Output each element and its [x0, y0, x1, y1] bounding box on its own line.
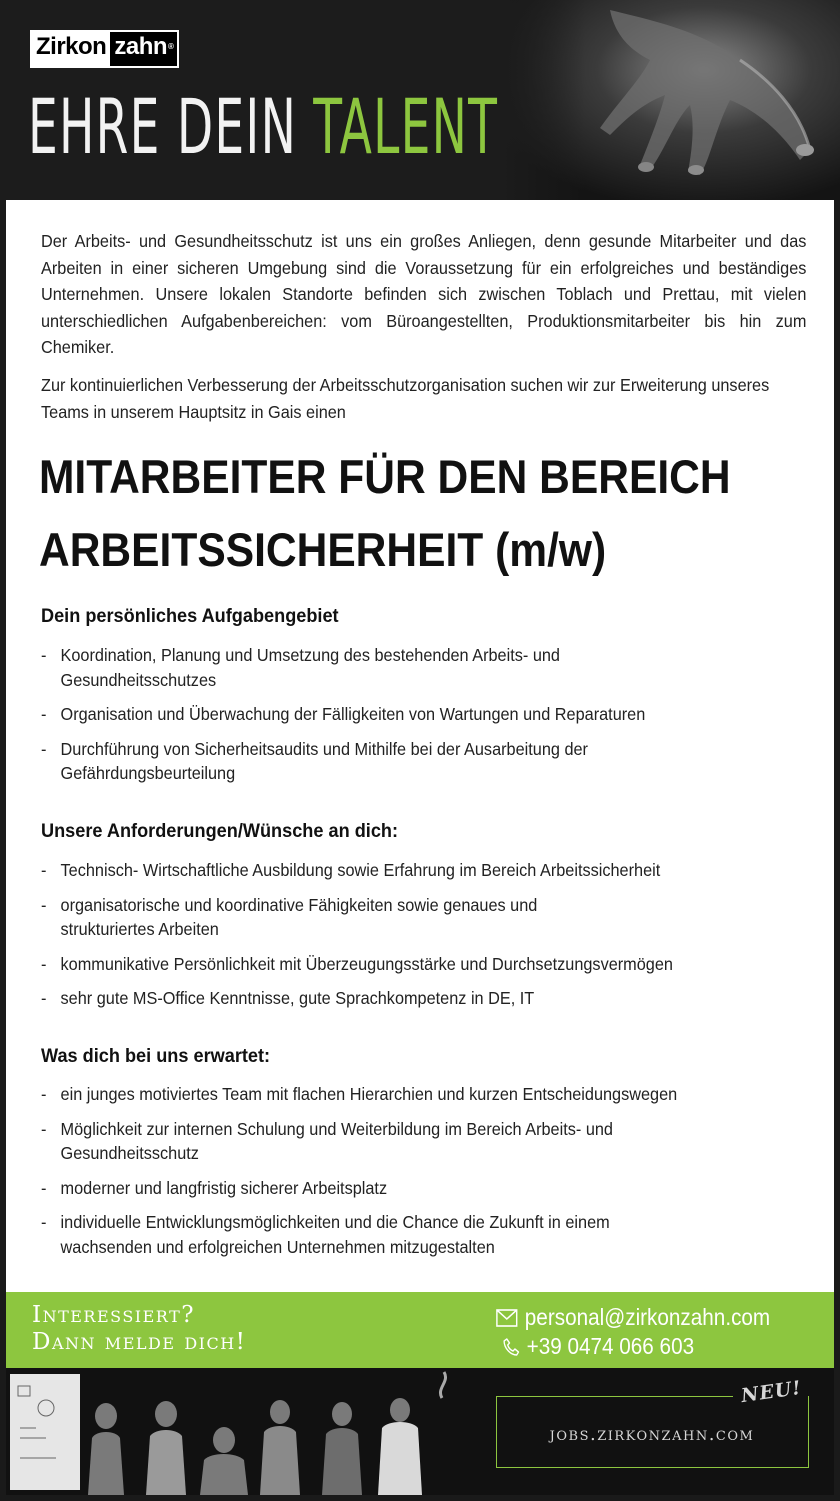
tasks-list [41, 643, 832, 796]
list-item: - Möglichkeit zur internen Schulung und Weiterbildung im Bereich Arbeits- und Gesundheitsschutz [41, 1117, 674, 1166]
requirements-list [41, 858, 832, 1021]
list-item: - Technisch- Wirtschaftliche Ausbildung sowie Erfahrung im Bereich Arbeitssicherheit [41, 858, 832, 883]
phone-number[interactable]: +39 0474 066 603 [526, 1333, 695, 1359]
section-heading-requirements: Unsere Anforderungen/Wünsche an dich: [41, 820, 399, 842]
jobs-url-link[interactable]: jobs.zirkonzahn.com [549, 1424, 755, 1445]
job-ad-panel [6, 200, 834, 1292]
hand-photo [500, 0, 840, 200]
envelope-icon [496, 1309, 518, 1327]
list-item: - sehr gute MS-Office Kenntnisse, gute Sprachkompetenz in DE, IT [41, 986, 832, 1011]
footer-area [6, 1368, 834, 1495]
header-banner [0, 0, 840, 200]
team-photo [6, 1368, 476, 1495]
benefits-list [41, 1082, 832, 1269]
list-item: - moderner und langfristig sicherer Arbeitsplatz [41, 1176, 832, 1201]
contact-bar [6, 1292, 834, 1368]
zirkonzahn-logo: Zirkon zahn® [30, 30, 179, 68]
job-title: MITARBEITER FÜR DEN BEREICH ARBEITSSICHERHEIT (m/w) [39, 450, 731, 576]
list-item: - Durchführung von Sicherheitsaudits und Mithilfe bei der Ausarbeitung der Gefährdungsbeurteilung [41, 737, 656, 786]
new-badge: NEU! [739, 1376, 804, 1408]
email-row[interactable] [496, 1303, 770, 1332]
section-heading-tasks: Dein persönliches Aufgabengebiet [41, 605, 339, 627]
jobs-link-box[interactable] [496, 1396, 809, 1468]
intro-paragraph: Der Arbeits- und Gesundheitsschutz ist uns ein großes Anliegen, denn gesunde Mitarbeiter und das Arbeiten in einer sicheren Umgebung sind die Voraussetzung für ein erfolgreiches und beständiges Unternehmen. Unsere lokalen Standorte befinden sich zwischen Toblach und Prettau, mit vielen unterschiedlichen Aufgabenbereichen: vom Büroangestellten, Produktionsmitarbeiter bis hin zum Chemiker. [41, 231, 807, 357]
cta-text: Interessiert? Dann melde dich! [32, 1302, 247, 1355]
list-item: - Organisation und Überwachung der Fälligkeiten von Wartungen und Reparaturen [41, 702, 832, 727]
intro-paragraph-2: Zur kontinuierlichen Verbesserung der Arbeitsschutzorganisation suchen wir zur Erweiterung unseres Teams in unserem Hauptsitz in Gais einen [41, 375, 770, 422]
list-item: - organisatorische und koordinative Fähigkeiten sowie genaues und strukturiertes Arbeiten [41, 893, 619, 942]
slogan-heading: EHRE DEIN TALENT [28, 82, 499, 171]
section-heading-benefits: Was dich bei uns erwartet: [41, 1045, 271, 1067]
list-item: - Koordination, Planung und Umsetzung des bestehenden Arbeits- und Gesundheitsschutzes [41, 643, 628, 692]
phone-row[interactable] [496, 1332, 770, 1361]
list-item: - ein junges motiviertes Team mit flachen Hierarchien und kurzen Entscheidungswegen [41, 1082, 832, 1107]
phone-icon [503, 1338, 519, 1356]
contact-info [496, 1303, 770, 1361]
email-link[interactable]: personal@zirkonzahn.com [524, 1304, 771, 1330]
list-item: - individuelle Entwicklungsmöglichkeiten und die Chance die Zukunft in einem wachsenden und erfolgreichen Unternehmen mitzugestalten [41, 1210, 702, 1259]
list-item: - kommunikative Persönlichkeit mit Überzeugungsstärke und Durchsetzungsvermögen [41, 952, 832, 977]
